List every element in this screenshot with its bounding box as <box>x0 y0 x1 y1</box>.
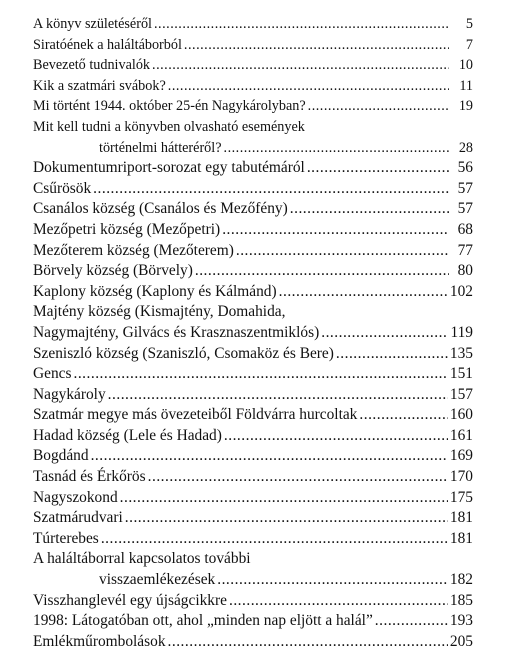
toc-entry <box>33 96 473 117</box>
toc-entry-title-continued: Nagymajtény, Gilvács és Krasznaszentmiklós) <box>33 323 320 341</box>
toc-entry-page: 28 <box>458 139 473 156</box>
toc-entry-page: 205 <box>449 632 473 650</box>
toc-entry-page: 5 <box>465 16 473 32</box>
dot-leader <box>224 426 448 447</box>
dot-leader <box>224 138 449 159</box>
toc-entry-title-continued: történelmi hátteréről? <box>99 139 222 156</box>
toc-entry-title: Mezőpetri község (Mezőpetri) <box>33 220 221 238</box>
toc-entry-page: 119 <box>450 323 473 341</box>
toc-entry <box>33 467 473 488</box>
toc-entry-page: 11 <box>459 77 473 94</box>
toc-entry-page: 80 <box>457 262 473 280</box>
dot-leader <box>168 76 449 97</box>
toc-entry-title: Börvely község (Börvely) <box>33 262 193 280</box>
toc-entry <box>33 14 473 35</box>
toc-entry-title: Szatmár megye más övezeteiből Földvárra hurcoltak <box>33 406 358 424</box>
toc-entry-title: Szatmárudvari <box>33 509 123 527</box>
toc-entry-page: 19 <box>458 98 473 115</box>
table-of-contents <box>33 14 473 652</box>
toc-entry <box>33 302 473 343</box>
toc-entry-page: 102 <box>449 282 473 300</box>
toc-entry <box>33 199 473 220</box>
toc-entry-page: 157 <box>449 385 473 403</box>
toc-entry-title: Csűrösök <box>33 179 92 197</box>
toc-entry-title: Kaplony község (Kaplony és Kálmánd) <box>33 282 277 300</box>
toc-entry <box>33 385 473 406</box>
toc-entry-page: 193 <box>449 612 473 630</box>
toc-entry <box>33 591 473 612</box>
toc-entry-title: Bevezető tudnivalók <box>33 57 151 74</box>
toc-entry-title: Majtény község (Kismajtény, Domahida, <box>33 303 286 321</box>
toc-entry-page: 181 <box>449 509 473 527</box>
dot-leader <box>222 220 449 241</box>
toc-entry <box>33 632 473 653</box>
toc-entry-title: Nagykároly <box>33 385 106 403</box>
toc-entry-page: 68 <box>457 220 473 238</box>
dot-leader <box>359 405 448 426</box>
dot-leader <box>73 364 447 385</box>
dot-leader <box>290 199 449 220</box>
toc-entry <box>33 611 473 632</box>
toc-entry <box>33 405 473 426</box>
toc-entry-title: Dokumentumriport-sorozat egy tabutémáról <box>33 159 305 177</box>
toc-entry-page: 77 <box>457 241 473 259</box>
toc-entry-page: 160 <box>449 406 473 424</box>
toc-entry-title: Szeniszló község (Szaniszló, Csomaköz és Bere) <box>33 344 334 362</box>
toc-entry <box>33 549 473 590</box>
toc-entry <box>33 282 473 303</box>
dot-leader <box>93 179 449 200</box>
dot-leader <box>195 261 449 282</box>
toc-entry <box>33 344 473 365</box>
toc-entry-page: 56 <box>457 159 473 177</box>
toc-entry-title: A könyv születéséről <box>33 16 152 32</box>
dot-leader <box>154 14 449 35</box>
toc-entry-title: Mezőterem község (Mezőterem) <box>33 241 234 259</box>
toc-entry <box>33 76 473 97</box>
toc-entry-title: Emlékműrombolások <box>33 632 166 650</box>
toc-entry-title: A haláltáborral kapcsolatos további <box>33 550 251 568</box>
toc-entry-page: 161 <box>449 426 473 444</box>
toc-entry-title: Csanálos község (Csanálos és Mezőfény) <box>33 200 288 218</box>
dot-leader <box>148 467 448 488</box>
toc-entry-page: 185 <box>449 591 473 609</box>
dot-leader <box>108 385 448 406</box>
toc-entry-page: 151 <box>449 365 473 383</box>
dot-leader <box>321 323 448 344</box>
toc-entry-page: 182 <box>449 571 473 589</box>
toc-entry-title-continued: visszaemlékezések <box>99 571 216 589</box>
toc-entry-title: 1998: Látogatóban ott, ahol „minden nap eljött a halál” <box>33 612 373 630</box>
toc-entry-page: 181 <box>449 529 473 547</box>
toc-entry-page: 7 <box>465 36 473 53</box>
dot-leader <box>168 632 448 653</box>
toc-entry-title: Hadad község (Lele és Hadad) <box>33 426 222 444</box>
toc-entry-title: Kik a szatmári svábok? <box>33 77 166 94</box>
toc-entry <box>33 179 473 200</box>
toc-entry <box>33 426 473 447</box>
dot-leader <box>229 591 448 612</box>
dot-leader <box>279 282 448 303</box>
toc-entry-page: 135 <box>449 344 473 362</box>
toc-entry <box>33 446 473 467</box>
dot-leader <box>236 241 449 262</box>
dot-leader <box>375 611 448 632</box>
toc-entry <box>33 158 473 179</box>
toc-entry-page: 57 <box>457 200 473 218</box>
toc-entry <box>33 35 473 56</box>
dot-leader <box>308 96 449 117</box>
dot-leader <box>125 508 448 529</box>
dot-leader <box>307 158 449 179</box>
dot-leader <box>120 488 448 509</box>
toc-entry-page: 170 <box>449 468 473 486</box>
toc-entry-title: Gencs <box>33 365 72 383</box>
toc-entry-page: 10 <box>458 57 473 74</box>
dot-leader <box>217 570 448 591</box>
toc-entry-title: Mit kell tudni a könyvben olvasható események <box>33 118 305 135</box>
toc-entry-title: Nagyszokond <box>33 488 118 506</box>
toc-entry-title: Siratóének a haláltáborból <box>33 36 182 53</box>
dot-leader <box>91 446 448 467</box>
toc-entry-title: Mi történt 1944. október 25-én Nagykárolyban? <box>33 98 306 115</box>
toc-entry <box>33 220 473 241</box>
toc-entry <box>33 508 473 529</box>
toc-entry <box>33 241 473 262</box>
toc-entry <box>33 117 473 158</box>
toc-entry <box>33 488 473 509</box>
toc-entry-page: 169 <box>449 447 473 465</box>
toc-entry-title: Túrterebes <box>33 529 99 547</box>
toc-entry-title: Tasnád és Érkőrös <box>33 468 146 486</box>
toc-entry <box>33 529 473 550</box>
toc-entry <box>33 364 473 385</box>
toc-entry <box>33 261 473 282</box>
dot-leader <box>152 55 449 76</box>
dot-leader <box>336 344 448 365</box>
dot-leader <box>101 529 448 550</box>
toc-entry-title: Visszhanglevél egy újságcikkre <box>33 591 227 609</box>
toc-entry <box>33 55 473 76</box>
toc-entry-page: 57 <box>457 179 473 197</box>
toc-entry-title: Bogdánd <box>33 447 89 465</box>
toc-entry-page: 175 <box>449 488 473 506</box>
dot-leader <box>184 35 449 56</box>
